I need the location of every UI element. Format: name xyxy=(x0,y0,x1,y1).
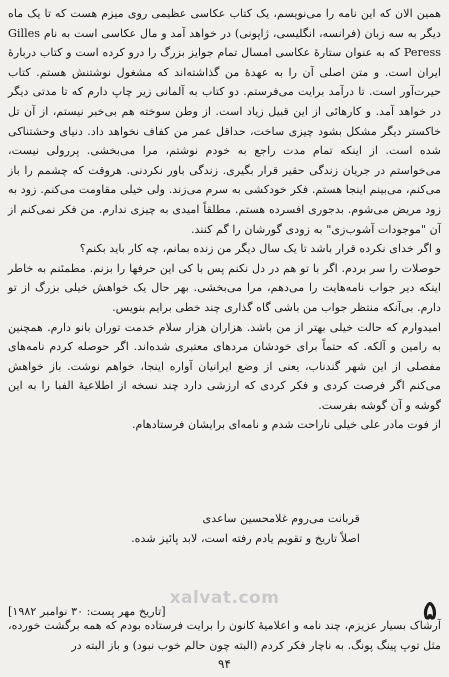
paragraph: حوصلات را سر بردم. اگر با تو هم در دل نکنم پس با کی این حرفها را بزنم. مطمئنم به خاطر اینکه دیر جواب نامه‌هایت را می‌دهم، مرا می‌بخشی. بهر حال یک خواهش خیلی بزرگ از تو دارم. بی‌آنکه منتظر جواب من باشی گاه گذاری چند خطی برایم بنویس. xyxy=(8,261,441,314)
next-letter-body xyxy=(8,616,441,655)
paragraph: از فوت مادر علی خیلی ناراحت شدم و نامه‌ای برایشان فرستادهام. xyxy=(132,418,441,432)
closing-signature: قربانت می‌روم غلامحسین ساعدی xyxy=(202,512,360,525)
paragraph: آرشاک بسیار عزیزم، چند نامه و اعلامیهٔ کانون را برایت فرستاده بودم که همه برگشت خورده، مثل توپ پینگ پونگ. به ناچار فکر کردم (البته چون حالم خوب نبود) و باز البته در xyxy=(8,619,441,652)
paragraph: همین الان که این نامه را می‌نویسم، یک کتاب عکاسی عظیمی روی میزم هست که تا یک ماه دیگر به سه زبان (فرانسه، انگلیسی، ژاپونی) در خواهد آمد و مال عکاسی است به نام Gilles Peress که به عنوان ستارهٔ عکاسی امسال تمام جوایز بزرگ را درو کرده است و کتاب دربارهٔ ایران است. و متن اصلی آن را به عهدهٔ من گذاشته‌اند که مشغول نوشتنش هستم. کتاب حیرت‌آور است. تا درآمد برایت می‌فرستم. دو کتاب به آلمانی زیر چاپ دارم که تا مدتی دیگر در خواهد آمد. و کارهائی از این قبیل زیاد است. از وطن سوخته هم بی‌خبر نیستم، از آن تل خاکستر دیگر مشکل بشود چیزی ساخت، حداقل عمر من کفاف نخواهد داد. دنیای وحشتناکی شده است. از اینکه تمام مدت راجع به خودم نوشتم، مرا می‌بخشی. پررولی نیست، می‌خواستم در جریان زندگی حقیر قرار بگیری. زندگی باور نکردنی. هروقت که چشمم را باز می‌کنم، می‌بینم اینجا هستم. فکر خودکشی به سرم می‌زند. ولی خیلی مقاومت می‌کنم. زود به زود مریض می‌شوم. بدجوری افسرده هستم. مطلقاً امیدی به چیزی ندارم. من فکر نمی‌کنم از آن "موجودات آشوب‌زی" به زودی گورشان را گم کنند. xyxy=(8,7,441,236)
paragraph: امیدوارم که حالت خیلی بهتر از من باشد. هزاران هزار سلام خدمت توران بانو دارم. همچنین به رامین و آلکه. که حتماً برای خودشان مردهای معتبری شده‌اند. اگر حوصله کردم نامه‌های مفصلی از این شهر گندناب، یعنی از وضع ایرانیان آواره اینجا، خواهم نوشت. باز خواهش می‌کنم اگر فرصت کردی و فکر کردی که ارزشی دارد چند نسخه از اطلاعیهٔ الفبا را به این گوشه و آن گوشه بفرست. xyxy=(8,320,441,412)
letter-body xyxy=(8,4,441,435)
watermark: xalvat.com xyxy=(169,588,280,608)
letter-number: ۵ xyxy=(423,596,437,626)
postmark-date: [تاریخ مهر پست: ۳۰ نوامبر ۱۹۸۲] xyxy=(8,605,166,618)
page-number: ۹۴ xyxy=(218,657,231,671)
paragraph: و اگر خدای نکرده قرار باشد تا یک سال دیگر من زنده بمانم، چه کار باید بکنم؟ xyxy=(79,242,441,256)
letter-signoff xyxy=(60,509,360,548)
postscript: اصلاً تاریخ و تقویم یادم رفته است، لابد پائیز شده. xyxy=(131,531,360,545)
